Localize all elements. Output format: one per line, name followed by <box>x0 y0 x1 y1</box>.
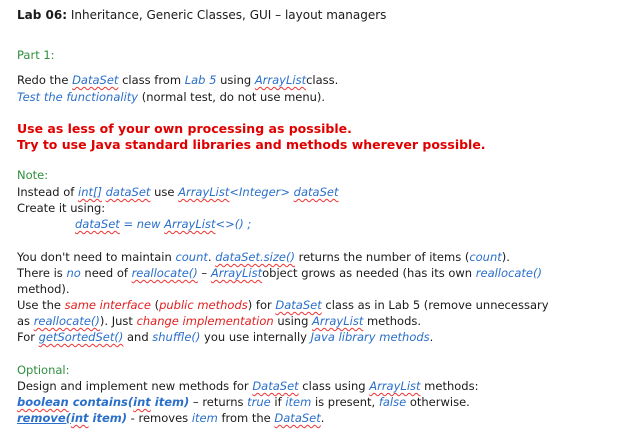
code-getsortedset: getSortedSet() <box>38 330 124 344</box>
text: - removes <box>127 411 192 425</box>
text: object grows as needed (has its own <box>262 266 476 280</box>
optional-heading: Optional: <box>17 363 70 377</box>
code-dataset: DataSet <box>275 298 322 312</box>
text: class using <box>298 379 370 393</box>
optional-line-2 <box>17 395 470 410</box>
code-false: false <box>378 395 407 409</box>
note-line-2: Create it using: <box>17 201 106 215</box>
code-contains: contains( <box>68 395 134 409</box>
text: . <box>429 330 434 344</box>
code-generic: <Integer> <box>229 185 294 199</box>
code-item: item <box>191 411 218 425</box>
warning-line-1: Use as less of your own processing as possible. <box>17 121 352 136</box>
text: . <box>320 411 325 425</box>
optional-line-1 <box>17 379 478 394</box>
text: using <box>273 314 313 328</box>
emph-test: Test the functionality <box>17 90 139 104</box>
text: is present, <box>311 395 379 409</box>
text: class from <box>118 73 185 87</box>
emph-java-library: Java library methods <box>310 330 430 344</box>
text: (normal test, do not use menu). <box>138 90 326 104</box>
text: – returns <box>189 395 248 409</box>
text: methods: <box>420 379 479 393</box>
text: class. <box>306 73 339 87</box>
code-reallocate: reallocate() <box>131 266 198 280</box>
text: Redo the <box>17 73 73 87</box>
text: using <box>216 73 255 87</box>
code-int-array: int[] <box>78 185 102 199</box>
body-line-4 <box>17 298 549 313</box>
text: . <box>207 250 216 264</box>
code-text: = new <box>119 217 165 231</box>
code-dataset: dataSet <box>75 217 120 231</box>
text: and <box>123 330 153 344</box>
emph-same-interface: same interface <box>64 298 151 312</box>
code-arraylist: ArrayList <box>164 217 216 231</box>
text: ). Just <box>99 314 137 328</box>
text: you use internally <box>200 330 311 344</box>
text: methods. <box>363 314 422 328</box>
code-arraylist: ArrayList <box>369 379 421 393</box>
code-dataset: dataSet <box>293 185 339 199</box>
emph-no: no <box>66 266 81 280</box>
title-text: Inheritance, Generic Classes, GUI – layout managers <box>67 8 387 22</box>
text: need of <box>80 266 132 280</box>
code-boolean: boolean <box>17 395 69 409</box>
text: ). <box>501 250 510 264</box>
ref-lab5: Lab 5 <box>184 73 217 87</box>
text: Design and implement new methods for <box>17 379 253 393</box>
code-arraylist: ArrayList <box>254 73 307 87</box>
code-text: <>() ; <box>215 217 252 231</box>
code-dataset: DataSet <box>252 379 299 393</box>
text: – <box>197 266 211 280</box>
code-count: count <box>469 250 502 264</box>
document-title <box>17 8 386 23</box>
code-dataset: dataSet <box>105 185 151 199</box>
text: ) for <box>247 298 276 312</box>
code-item: item) <box>88 411 128 425</box>
code-arraylist: ArrayList <box>178 185 230 199</box>
code-remove: remove( <box>17 411 71 425</box>
text: You don't need to maintain <box>17 250 176 264</box>
text: There is <box>17 266 67 280</box>
text: from the <box>217 411 275 425</box>
warning-line-2: Try to use Java standard libraries and methods wherever possible. <box>17 137 486 152</box>
optional-line-3 <box>17 411 324 426</box>
code-item: item) <box>150 395 190 409</box>
body-line-6 <box>17 330 433 345</box>
text: as <box>17 314 34 328</box>
code-arraylist: ArrayList <box>210 266 263 280</box>
note-line-1 <box>17 185 338 200</box>
code-shuffle: shuffle() <box>152 330 201 344</box>
body-line-1 <box>17 250 510 265</box>
code-reallocate: reallocate() <box>33 314 100 328</box>
title-prefix: Lab 06: <box>17 8 68 22</box>
body-line-3: method). <box>17 282 70 296</box>
text: ( <box>150 298 160 312</box>
text: if <box>270 395 286 409</box>
code-count: count <box>175 250 208 264</box>
part1-line-1 <box>17 73 338 88</box>
text: use <box>150 185 179 199</box>
emph-change-impl: change implementation <box>136 314 274 328</box>
code-item: item <box>285 395 312 409</box>
text: Instead of <box>17 185 78 199</box>
code-reallocate: reallocate() <box>475 266 542 280</box>
code-true: true <box>247 395 271 409</box>
text: returns the number of items ( <box>294 250 470 264</box>
note-code-line <box>75 217 251 232</box>
code-int: int <box>133 395 151 409</box>
body-line-5 <box>17 314 421 329</box>
code-dataset: DataSet <box>274 411 321 425</box>
part1-line-2 <box>17 90 325 105</box>
note-heading: Note: <box>17 168 49 182</box>
emph-public-methods: public methods <box>159 298 248 312</box>
text: class as in Lab 5 (remove unnecessary <box>321 298 549 312</box>
code-int: int <box>70 411 89 425</box>
part1-heading: Part 1: <box>17 48 55 62</box>
code-dataset: DataSet <box>72 73 119 87</box>
text: otherwise. <box>406 395 470 409</box>
code-size: dataSet.size() <box>215 250 295 264</box>
code-arraylist: ArrayList <box>312 314 364 328</box>
body-line-2 <box>17 266 542 281</box>
text: Use the <box>17 298 65 312</box>
text: For <box>17 330 39 344</box>
